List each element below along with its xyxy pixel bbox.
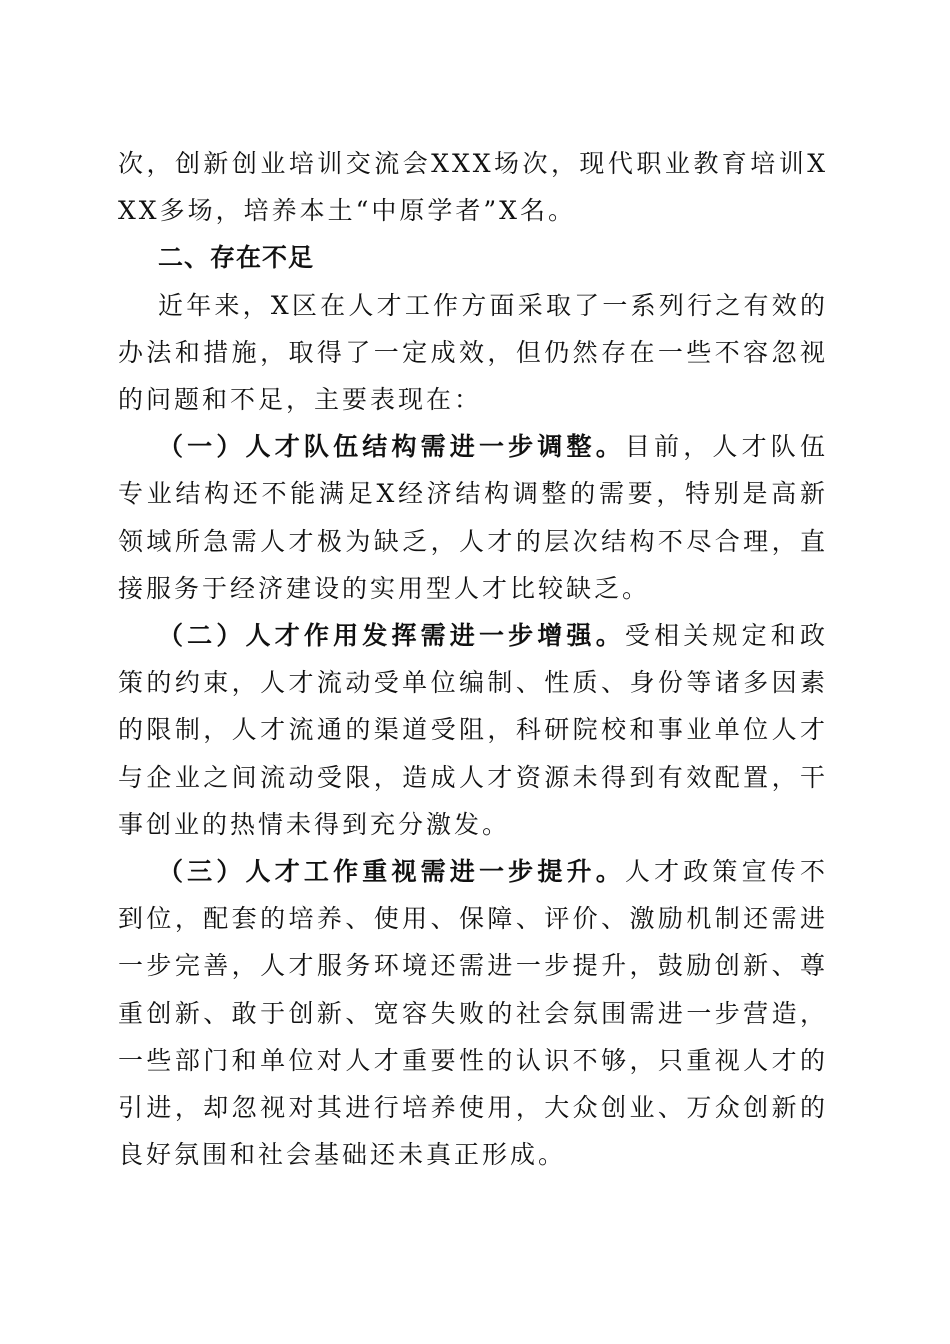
item-body-2: 受相关规定和政策的约束，人才流动受单位编制、性质、身份等诸多因素的限制，人才流通的渠道受阻，科研院校和事业单位人才与企业之间流动受限，造成人才资源未得到有效配置，干事创业的热情未得到充分激发。 xyxy=(118,621,828,839)
item-lead-1: （一）人才队伍结构需进一步调整。 xyxy=(158,432,625,462)
item-paragraph-3 xyxy=(118,848,828,1178)
item-lead-2: （二）人才作用发挥需进一步增强。 xyxy=(158,621,625,651)
item-lead-3: （三）人才工作重视需进一步提升。 xyxy=(158,857,625,887)
item-body-3: 人才政策宣传不到位，配套的培养、使用、保障、评价、激励机制还需进一步完善，人才服务环境还需进一步提升，鼓励创新、尊重创新、敢于创新、宽容失败的社会氛围需进一步营造，一些部门和单位对人才重要性的认识不够，只重视人才的引进，却忽视对其进行培养使用，大众创业、万众创新的良好氛围和社会基础还未真正形成。 xyxy=(118,857,828,1170)
section-heading: 二、存在不足 xyxy=(158,243,315,273)
item-paragraph-2 xyxy=(118,612,828,848)
continuation-paragraph: 次，创新创业培训交流会XXX场次，现代职业教育培训XXX多场，培养本土“中原学者”X名。 xyxy=(118,149,828,226)
intro-paragraph: 近年来，X区在人才工作方面采取了一系列行之有效的办法和措施，取得了一定成效，但仍然存在一些不容忽视的问题和不足，主要表现在： xyxy=(118,290,828,415)
item-paragraph-1 xyxy=(118,423,828,612)
item-body-1: 目前，人才队伍专业结构还不能满足X经济结构调整的需要，特别是高新领域所急需人才极为缺乏，人才的层次结构不尽合理，直接服务于经济建设的实用型人才比较缺乏。 xyxy=(118,432,828,603)
document-page xyxy=(118,140,828,1178)
